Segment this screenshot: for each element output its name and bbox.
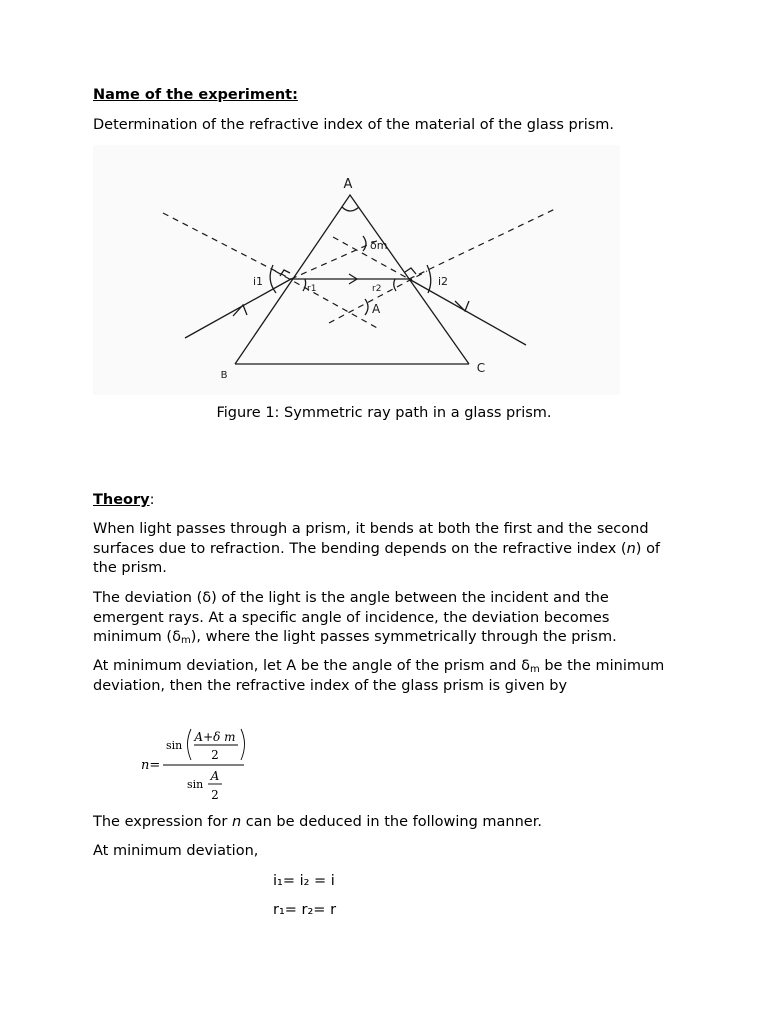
formula-bottom-denominator: 2 (211, 788, 219, 802)
formula-top-numerator: A+δ m (194, 730, 236, 744)
theory-p2-text-b: ), where the light passes symmetrically through the prism. (190, 629, 617, 645)
label-i1: i1 (253, 275, 264, 288)
label-inner-angle: A (372, 302, 381, 316)
formula-top-denominator: 2 (211, 748, 219, 762)
equation-incidence: i₁= i₂ = i (273, 873, 335, 889)
theory-p3-text-a: At minimum deviation, let A be the angle of the prism and δ (93, 658, 530, 674)
theory-heading-line (93, 491, 673, 511)
figure-caption: Figure 1: Symmetric ray path in a glass prism. (216, 405, 552, 421)
theory-p1-text-b: ) of the prism. (93, 540, 661, 576)
min-deviation-line: At minimum deviation, (93, 843, 259, 859)
experiment-description: Determination of the refractive index of the material of the glass prism. (93, 117, 615, 133)
theory-paragraph-3 (93, 657, 673, 696)
refractive-index-formula (140, 726, 280, 804)
equation-refraction: r₁= r₂= r (273, 902, 337, 918)
theory-heading-colon: : (149, 492, 155, 508)
theory-p1-symbol-n: n (626, 540, 636, 557)
theory-p1-text-a: When light passes through a prism, it bends at both the first and the second surfaces due to refraction. The bending depends on the refractive index ( (93, 521, 649, 557)
theory-p2-text-a: The deviation (δ) of the light is the angle between the incident and the emergent rays. At a specific angle of incidence, the deviation becomes minimum (δ (93, 590, 610, 645)
label-r2: r2 (372, 284, 382, 294)
theory-heading: Theory (93, 492, 150, 508)
theory-p3-subscript: m (529, 664, 540, 675)
deduction-paragraph (93, 813, 673, 833)
label-base-left: B (220, 370, 228, 381)
theory-paragraph-2 (93, 589, 673, 648)
deduction-symbol-n: n (231, 814, 242, 830)
theory-p2-subscript: m (180, 635, 191, 646)
theory-paragraph-1 (93, 520, 673, 579)
formula-sin-top: sin (166, 739, 183, 752)
formula-lhs: n= (141, 758, 161, 773)
formula-bottom-numerator: A (210, 769, 220, 783)
label-apex: A (343, 177, 353, 192)
deduction-text-b: can be deduced in the following manner. (241, 814, 542, 830)
experiment-name-label: Name of the experiment: (93, 87, 298, 103)
figure-background (93, 145, 620, 395)
label-i2: i2 (438, 275, 449, 288)
deduction-text-a: The expression for (93, 814, 232, 830)
label-min-deviation: δm (370, 239, 388, 252)
formula-left-paren (188, 729, 192, 760)
prism-ray-diagram (93, 145, 620, 395)
formula-sin-bottom: sin (187, 778, 204, 791)
formula-right-paren (241, 729, 245, 760)
label-base-right: C (476, 361, 486, 375)
label-r1: r1 (307, 284, 317, 294)
experiment-name-line (93, 86, 673, 106)
theory-p3-text-b: be the minimum deviation, then the refractive index of the glass prism is given by (93, 658, 665, 694)
